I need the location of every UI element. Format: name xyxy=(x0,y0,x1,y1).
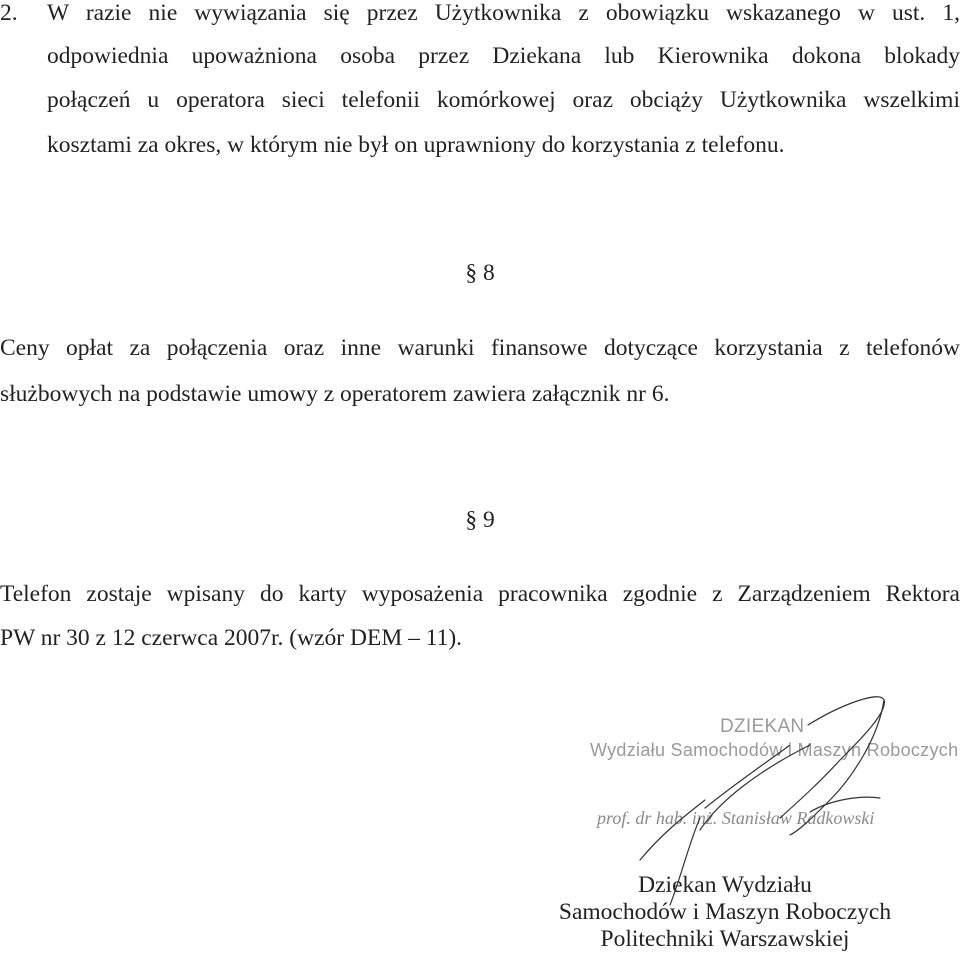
section-8-line-1: Ceny opłat za połączenia oraz inne warunki finansowe dotyczące korzystania z telefonów xyxy=(0,335,960,361)
section-9-line-2: PW nr 30 z 12 czerwca 2007r. (wzór DEM – 11). xyxy=(0,625,463,651)
stamp-title: DZIEKAN xyxy=(720,716,805,737)
paragraph-number: 2. xyxy=(0,0,18,26)
section-9-line-1: Telefon zostaje wpisany do karty wyposażenia pracownika zgodnie z Zarządzeniem Rektora xyxy=(0,581,960,607)
paragraph-2-line-1: W razie nie wywiązania się przez Użytkownika z obowiązku wskazanego w ust. 1, xyxy=(47,0,960,26)
signature-line-2: Samochodów i Maszyn Roboczych xyxy=(558,899,892,925)
stamp-unit: Wydziału Samochodów i Maszyn Roboczych xyxy=(590,740,959,760)
signature-line-1: Dziekan Wydziału xyxy=(638,872,812,898)
signature-line-3: Politechniki Warszawskiej xyxy=(600,926,850,952)
paragraph-2-line-2: odpowiednia upoważniona osoba przez Dziekana lub Kierownika dokona blokady xyxy=(47,43,960,69)
paragraph-2-line-3: połączeń u operatora sieci telefonii komórkowej oraz obciąży Użytkownika wszelkimi xyxy=(47,87,960,113)
paragraph-2-line-4: kosztami za okres, w którym nie był on uprawniony do korzystania z telefonu. xyxy=(47,132,785,158)
section-8-line-2: służbowych na podstawie umowy z operatorem zawiera załącznik nr 6. xyxy=(0,381,670,407)
signature-block xyxy=(530,872,920,953)
section-9-heading: § 9 xyxy=(465,507,495,533)
stamp-name: prof. dr hab. inż. Stanisław Radkowski xyxy=(597,808,875,828)
section-8-heading: § 8 xyxy=(465,260,495,286)
